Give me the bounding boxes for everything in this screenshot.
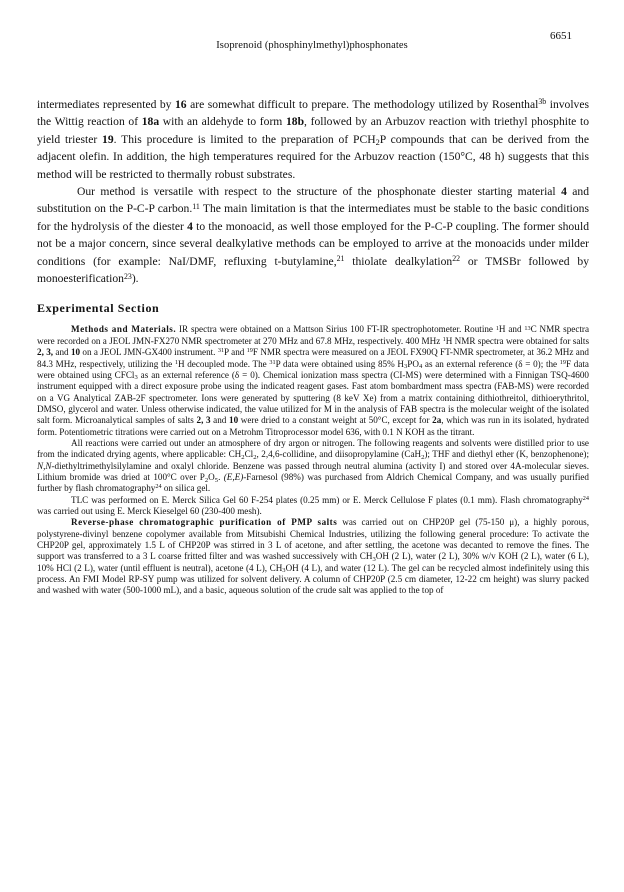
compound-ref: 10: [70, 347, 81, 358]
subscript: 3: [282, 567, 286, 575]
text-run: F data were obtained using CFCl: [37, 358, 589, 380]
citation-superscript: 24: [155, 483, 162, 491]
run-in-heading: Reverse-phase chromatographic purification of PMP salts: [71, 517, 338, 528]
text-run: were dried to a constant weight at 50°C, except for: [238, 415, 433, 426]
text-run: and: [210, 415, 229, 426]
text-run: intermediates represented by: [37, 98, 175, 111]
paragraph-tlc: [37, 495, 589, 518]
subscript: 2: [421, 453, 425, 461]
text-run: . This procedure is limited to the preparation of PCH: [113, 132, 376, 146]
superscript: 1: [442, 336, 446, 344]
page-number: 6651: [550, 30, 572, 42]
text-run: P and: [224, 347, 247, 358]
compound-ref: 18a: [141, 115, 160, 129]
superscript: 19: [559, 358, 567, 366]
text-run: .: [218, 471, 224, 482]
article-body: [37, 96, 589, 597]
compound-ref: 16: [175, 98, 187, 111]
text-run: was carried out using E. Merck Kieselgel 60 (230-400 mesh).: [37, 505, 262, 516]
compound-ref: 2, 3,: [37, 347, 54, 358]
text-run: involves the Wittig reaction of: [37, 98, 590, 129]
text-run: ); THF and diethyl ether (K, benzophenone);: [424, 449, 589, 460]
text-run: All reactions were carried out under an atmosphere of dry argon or nitrogen. The following reagents and solvents were distilled prior to use from the indicated drying agents, where applicable: CH: [37, 437, 589, 460]
text-run: F NMR spectra were measured on a JEOL FX90Q FT-NMR spectrometer, at 36.2 MHz and 84.3 MHz, respectively, utilizing the: [37, 347, 589, 369]
text-run: thiolate dealkylation: [344, 254, 453, 268]
paragraph-method-versatility: [37, 183, 589, 287]
text-run: on a JEOL JMN-GX400 instrument.: [80, 347, 218, 358]
subscript: 3: [403, 363, 408, 371]
text-run: on silica gel.: [161, 483, 211, 494]
compound-ref: 2, 3: [196, 415, 211, 426]
text-run: Cl: [244, 449, 254, 460]
italic-text: N,N: [37, 460, 52, 471]
run-in-heading: Methods and Materials.: [71, 324, 177, 335]
section-heading-experimental: Experimental Section: [37, 301, 160, 316]
subscript: 3: [372, 555, 376, 563]
text-run: to the monoacid, as well those employed for the P-C-P coupling. The former should not be a major concern, since several dealkylative methods can be employed to arrive at the monoacids under milder conditions (for example: NaI/DMF, refluxing t-butylamine,: [37, 219, 589, 268]
superscript: 13: [524, 324, 531, 332]
compound-ref: 2a: [432, 415, 442, 426]
text-run: -Farnesol (98%) was purchased from Aldrich Chemical Company, and was usually purified further by flash chromatography: [37, 471, 589, 494]
paragraph-wittig-arbuzov: [37, 96, 589, 183]
text-run: and: [53, 347, 71, 358]
text-run: , 2,4,6-collidine, and diisopropylamine (CaH: [256, 449, 422, 460]
text-run: , followed by an Arbuzov reaction with triethyl phosphite to yield triester: [37, 115, 589, 146]
subscript: 2: [375, 137, 380, 147]
citation-superscript: 11: [192, 201, 200, 211]
compound-ref: 4: [561, 185, 567, 199]
subscript: 2: [204, 476, 209, 484]
text-run: as an external reference (δ = 0); the: [422, 358, 560, 369]
text-run: or TMSBr followed by monoesterification: [37, 254, 590, 286]
superscript: 31: [269, 358, 276, 366]
superscript: 19: [246, 347, 253, 355]
compound-ref: 10: [229, 415, 239, 426]
text-run: PO: [407, 358, 419, 369]
text-run: P data were obtained using 85% H: [275, 358, 404, 369]
text-run: H NMR spectra were obtained for salts: [445, 335, 589, 346]
citation-superscript: 22: [452, 254, 461, 264]
text-run: OH (2 L), water (2 L), 30% w/v KOH (2 L), water (6 L), 10% HCl (2 L), water (until effluent is neutral), acetone (4 L), CH: [37, 551, 589, 573]
citation-superscript: 21: [336, 254, 345, 264]
text-run: IR spectra were obtained on a Mattson Sirius 100 FT-IR spectrophotometer. Routine: [176, 324, 496, 335]
compound-ref: 4: [187, 219, 193, 233]
text-run: as an external reference (δ = 0). Chemical ionization mass spectra (CI-MS) were determined with a Finnigan TSQ-4600 instrument equipped with a direct exposure probe using the indicated reagent gases. Fast atom bombardment mass spectra (FAB-MS) were recorded on a VG Analytical ZAB-2F spectrometer. Ions were generated by sputtering (8 keV Xe) from a matrix containing dithiothreitol, dithioerythritol, DMSO, glycerol and water. Unless otherwise indicated, the value utilized for M in the analysis of FAB spectra is the molecular weight of the isolated salt form. Microanalytical samples of salts: [37, 369, 589, 426]
paragraph-reverse-phase: [37, 517, 589, 596]
italic-text: (E,E): [223, 471, 244, 482]
compound-ref: 18b: [285, 115, 305, 129]
text-run: was carried out on CHP20P gel (75-150 μ), a highly porous, polystyrene-divinyl benzene copolymer available from Mitsubishi Chemical Industries, utilizing the following general procedure: To activate the CHP20P gel, approximately 1.5 L of CHP20P was stirred in 3 L of acetone, and after settling, the acetone was decanted to remove the fines. The support was transferred to a 3 L coarse fritted filter and was washed successively with CH: [37, 517, 590, 562]
superscript: 1: [174, 358, 178, 366]
text-run: C NMR spectra were recorded on a JEOL JMN-FX270 NMR spectrometer at 270 MHz and 67.8 MHz, respectively. 400 MHz: [37, 324, 589, 346]
text-run: are somewhat difficult to prepare. The methodology utilized by Rosenthal: [186, 98, 539, 111]
subscript: 2: [253, 453, 257, 461]
superscript: 1: [495, 324, 499, 332]
subscript: 5: [214, 476, 219, 484]
text-run: -diethyltrimethylsilylamine and oxalyl chloride. Benzene was passed through neutral alumina (activity I) and stored over 4A-molecular sieves. Lithium bromide was dried at 100°C over P: [37, 460, 589, 482]
text-run: ).: [131, 272, 139, 286]
text-run: P compounds that can be derived from the adjacent olefin. In addition, the high temperatures required for the Arbuzov reaction (150°C, 48 h) suggests that this method will be restricted to thermally robust substrates.: [37, 132, 589, 181]
citation-superscript: 3b: [538, 97, 547, 107]
citation-superscript: 24: [582, 494, 589, 502]
experimental-section: [37, 324, 589, 596]
text-run: and substitution on the P-C-P carbon.: [37, 185, 589, 216]
text-run: OH (4 L), and water (12 L). The gel can be recycled almost indefinitely using this process. An FMI Model RP-SY pump was utilized for solvent delivery. A column of CHP20P (2.5 cm diameter, 12-22 cm height) was slurry packed and washed with water (500-1000 mL), and a basic, aqueous solution of the crude salt was applied to the top of: [37, 562, 589, 596]
running-head: Isoprenoid (phosphinylmethyl)phosphonates: [216, 40, 408, 51]
text-run: , which was run in its isolated, hydrated form. Potentiometric titrations were carried out on a Metrohm Titroprocessor model 636, with 0.1 N KOH as the titrant.: [37, 415, 589, 437]
text-run: O: [208, 471, 215, 482]
text-run: H and: [498, 324, 525, 335]
text-run: TLC was performed on E. Merck Silica Gel 60 F-254 plates (0.25 mm) or E. Merck Cellulose F plates (0.1 mm). Flash chromatography: [71, 494, 583, 505]
paragraph-reactions-reagents: [37, 438, 589, 495]
intro-section: [37, 96, 589, 287]
superscript: 31: [217, 347, 225, 355]
text-run: with an aldehyde to form: [159, 115, 286, 129]
subscript: 4: [418, 363, 423, 371]
subscript: 2: [241, 453, 245, 461]
citation-superscript: 23: [123, 271, 132, 281]
text-run: Our method is versatile with respect to the structure of the phosphonate diester starting material: [77, 185, 562, 199]
paragraph-methods-materials: [37, 324, 589, 437]
text-run: H decoupled mode. The: [177, 358, 270, 369]
text-run: The main limitation is that the intermediates must be stable to the basic conditions for the hydrolysis of the diester: [37, 202, 589, 233]
compound-ref: 19: [102, 132, 114, 146]
subscript: 3: [134, 374, 138, 382]
